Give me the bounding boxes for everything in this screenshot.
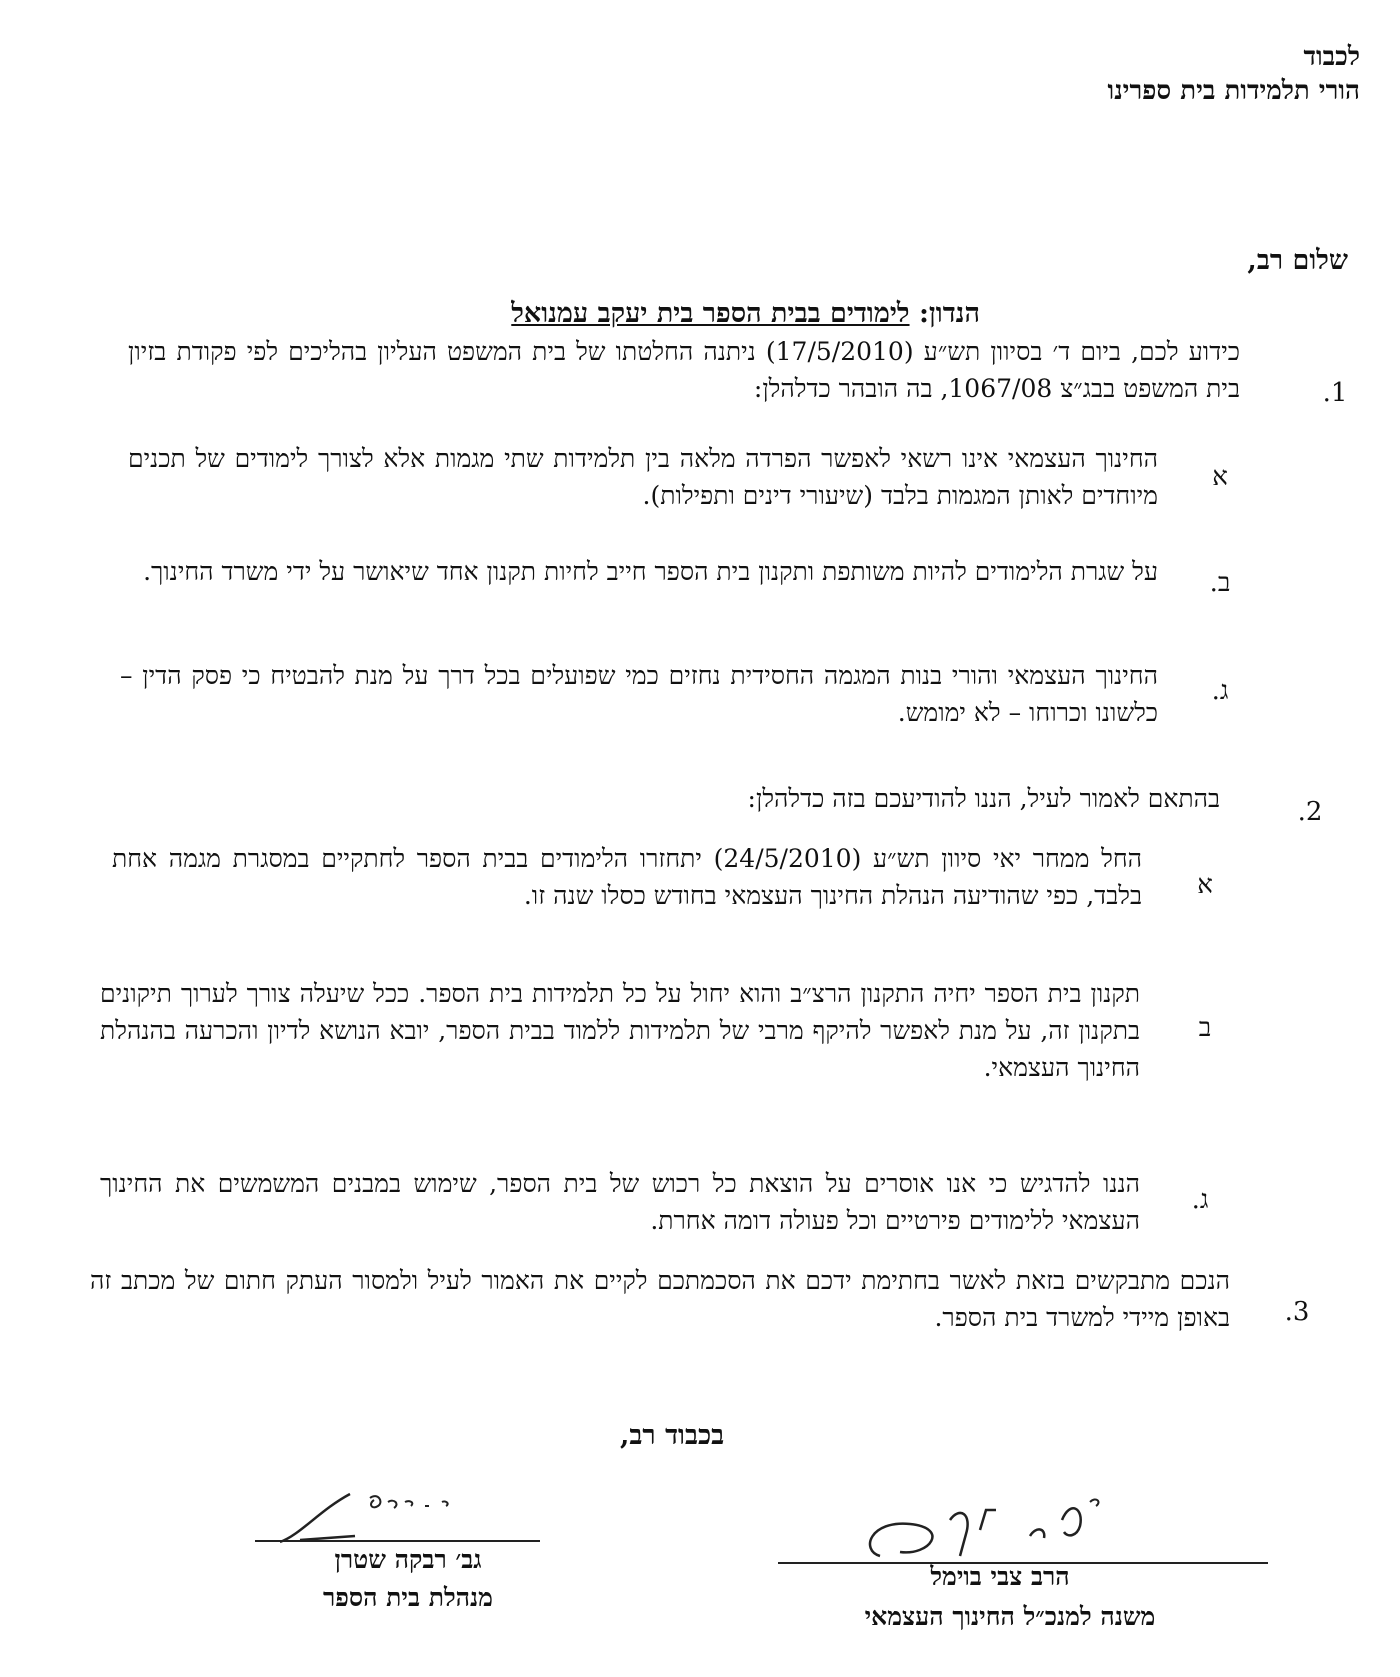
subsection-text: החל ממחר יאי סיוון תש״ע (24/5/2010) יתחזרו הלימודים בבית הספר לחתקיים במסגרת מגמה אחת בלבד, כפי שהודיעה הנהלת החינוך העצמאי בחודש כסלו שנה זו.	[112, 844, 1143, 910]
to-line: לכבוד	[1303, 42, 1360, 72]
section-paragraph: כידוע לכם, ביום ד׳ בסיוון תש״ע (17/5/2010) ניתנה החלטתו של בית המשפט העליון בהליכים לפי פקודת בזיון בית המשפט בבג״צ 1067/08, בה הובהר כדלהלן:	[128, 337, 1240, 403]
greeting: שלום רב,	[1247, 245, 1348, 276]
section-paragraph: בהתאם לאמור לעיל, הננו להודיעכם בזה כדלהלן:	[747, 784, 1220, 813]
subsection-letter: ג.	[1211, 676, 1229, 706]
subsection-letter: א	[1197, 870, 1213, 900]
subsection-text: החינוך העצמאי והורי בנות המגמה החסידית נחזים כמי שפועלים בכל דרך על מנת להבטיח כי פסק הדין – כלשונו וכרוחו – לא ימומש.	[120, 661, 1158, 727]
subsection-letter: ב	[1198, 1013, 1212, 1043]
section-number: 2.	[1297, 797, 1323, 827]
recipients-line: הורי תלמידות בית ספרינו	[1107, 76, 1360, 106]
closing: בכבוד רב,	[620, 1420, 725, 1451]
subject-label: הנדון:	[918, 298, 980, 329]
subsection-letter: ב.	[1209, 568, 1231, 598]
section-number: 1.	[1322, 378, 1348, 408]
signatory-title: מנהלת בית הספר	[322, 1583, 493, 1612]
subject-text: לימודים בבית הספר בית יעקב עמנואל	[511, 298, 910, 329]
signature-right	[840, 1490, 1160, 1570]
subject-line	[511, 298, 980, 329]
subsection-text: החינוך העצמאי אינו רשאי לאפשר הפרדה מלאה בין תלמידות שתי מגמות אלא לצורך לימודים של תכנים מיוחדים לאותן המגמות בלבד (שיעורי דינים ותפילות).	[128, 444, 1158, 510]
signatory-title: משנה למנכ״ל החינוך העצמאי	[864, 1602, 1156, 1631]
subsection-letter: א	[1212, 462, 1228, 492]
subsection-text: הננו להדגיש כי אנו אוסרים על הוצאת כל רכוש של בית הספר, שימוש במבנים המשמשים את החינוך העצמאי ללימודים פירטיים וכל פעולה דומה אחרת.	[100, 1169, 1140, 1235]
subsection-text: על שגרת הלימודים להיות משותפת ותקנון בית הספר חייב לחיות תקנון אחד שיאושר על ידי משרד החינוך.	[143, 557, 1158, 586]
addressee-block	[1108, 40, 1360, 108]
section-paragraph: הנכם מתבקשים בזאת לאשר בחתימת ידכם את הסכמתכם לקיים את האמור לעיל ולמסור העתק חתום של מכתב זה באופן מיידי למשרד בית הספר.	[90, 1266, 1230, 1332]
subsection-text: תקנון בית הספר יחיה התקנון הרצ״ב והוא יחול על כל תלמידות בית הספר. ככל שיעלה צורך לערוך תיקונים בתקנון זה, על מנת לאפשר להיקף מרבי של תלמידות ללמוד בבית הספר, יובא הנושא לדיון והכרעה בהנהלת החינוך העצמאי.	[100, 979, 1140, 1082]
signature-line-left	[255, 1540, 540, 1542]
signatory-name: הרב צבי בוימל	[930, 1562, 1070, 1591]
subsection-letter: ג.	[1191, 1185, 1209, 1215]
section-number: 3.	[1284, 1297, 1310, 1327]
signatory-name: גב׳ רבקה שטרן	[334, 1545, 482, 1574]
